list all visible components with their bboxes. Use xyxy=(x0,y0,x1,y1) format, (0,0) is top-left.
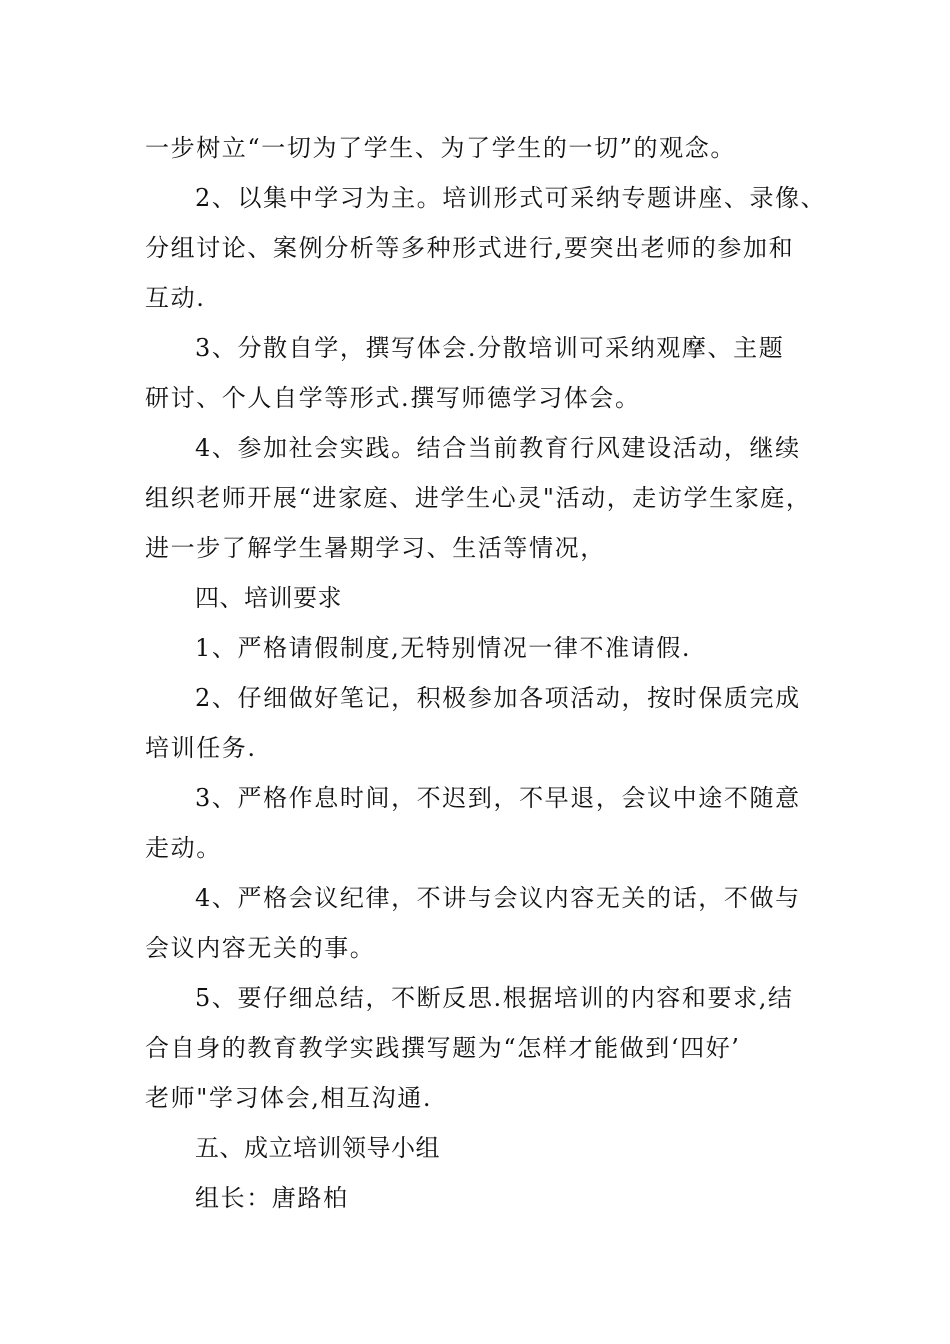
text-line: 培训任务. xyxy=(145,734,257,762)
text-line: 3、分散自学，撰写体会.分散培训可采纳观摩、主题 xyxy=(195,334,785,362)
text-line: 老师"学习体会,相互沟通. xyxy=(145,1084,433,1112)
text-line: 3、严格作息时间，不迟到，不早退，会议中途不随意 xyxy=(195,784,801,812)
text-line: 4、严格会议纪律，不讲与会议内容无关的话，不做与 xyxy=(195,884,801,912)
text-line: 研讨、个人自学等形式.撰写师德学习体会。 xyxy=(145,384,641,412)
text-line: 2、仔细做好笔记，积极参加各项活动，按时保质完成 xyxy=(195,684,801,712)
text-line: 走动。 xyxy=(145,834,222,862)
text-line: 分组讨论、案例分析等多种形式进行,要突出老师的参加和 xyxy=(145,234,795,262)
text-line: 组长：唐路柏 xyxy=(195,1184,349,1212)
text-line: 组织老师开展“进家庭、进学生心灵"活动，走访学生家庭， xyxy=(145,484,812,512)
text-line: 5、要仔细总结，不断反思.根据培训的内容和要求,结 xyxy=(195,984,794,1012)
text-line: 合自身的教育教学实践撰写题为“怎样才能做到‘四好’ xyxy=(145,1034,741,1062)
text-line: 会议内容无关的事。 xyxy=(145,934,376,962)
section-heading: 四、培训要求 xyxy=(195,584,342,612)
section-heading: 五、成立培训领导小组 xyxy=(195,1134,440,1162)
text-line: 互动. xyxy=(145,284,206,312)
text-line: 1、严格请假制度,无特别情况一律不准请假. xyxy=(195,634,692,662)
text-line: 4、参加社会实践。结合当前教育行风建设活动，继续 xyxy=(195,434,801,462)
text-line: 2、以集中学习为主。培训形式可采纳专题讲座、录像、 xyxy=(195,184,827,212)
text-line: 进一步了解学生暑期学习、生活等情况， xyxy=(145,534,606,562)
text-line: 一步树立“一切为了学生、为了学生的一切”的观念。 xyxy=(145,134,736,162)
